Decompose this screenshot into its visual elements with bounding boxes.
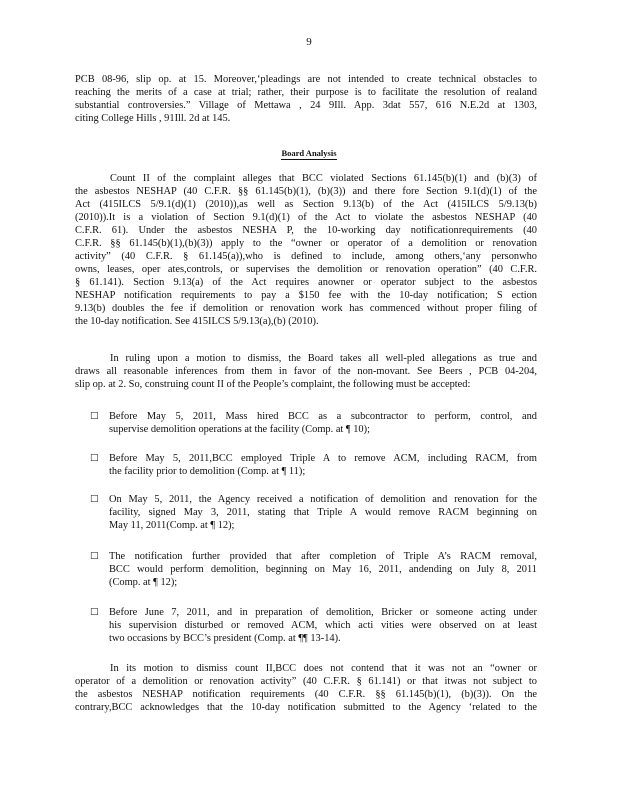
text-line: On May 5, 2011, the Agency received a notification of demolition and renovation for the bbox=[109, 494, 537, 505]
text-line: In its motion to dismiss count II,BCC does not contend that it was not an “owner or bbox=[110, 663, 537, 674]
text-line: PCB 08-96, slip op. at 15. Moreover,‘pleadings are not intended to create technical obstacles to bbox=[75, 74, 537, 85]
text-line: § 61.141). Section 9.13(a) of the Act requires anowner or operator subject to the asbestos bbox=[75, 277, 537, 288]
text-line: Before June 7, 2011, and in preparation of demolition, Bricker or someone acting under bbox=[109, 607, 537, 618]
text-line: BCC would perform demolition, beginning on May 16, 2011, andending on July 8, 2011 bbox=[109, 564, 537, 575]
text-line: In ruling upon a motion to dismiss, the Board takes all well-pled allegations as true and bbox=[110, 353, 537, 364]
text-line: (Comp. at ¶ 12); bbox=[109, 577, 178, 588]
text-line: Count II of the complaint alleges that BCC violated Sections 61.145(b)(1) and (b)(3) of bbox=[110, 173, 537, 184]
text-line: owns, leases, oper ates,controls, or supervises the demolition or renovation operation” (40 C.F.R. bbox=[75, 264, 537, 275]
text-line: supervise demolition operations at the facility (Comp. at ¶ 10); bbox=[109, 424, 370, 435]
text-line: 9.13(b) doubles the fee if demolition or renovation work has commenced without proper filing of bbox=[75, 303, 537, 314]
text-line: The notification further provided that after completion of Triple A’s RACM removal, bbox=[109, 551, 537, 562]
checkbox-bullet-icon: □ bbox=[90, 494, 99, 504]
text-line: draws all reasonable inferences from them in favor of the non-movant. See Beers , PCB 04-204, bbox=[75, 366, 537, 377]
text-line: Before May 5, 2011, Mass hired BCC as a subcontractor to perform, control, and bbox=[109, 411, 537, 422]
text-line: operator of a demolition or renovation activity” (40 C.F.R. § 61.141) or that itwas not subject to bbox=[75, 676, 537, 687]
text-line: two occasions by BCC’s president (Comp. at ¶¶ 13-14). bbox=[109, 633, 341, 644]
checkbox-bullet-icon: □ bbox=[90, 453, 99, 463]
section-heading bbox=[0, 147, 618, 160]
ruling-paragraph bbox=[75, 352, 537, 391]
text-line: the asbestos NESHAP notification requirements (40 C.F.R. §§ 61.145(b)(1), (b)(3)). On the bbox=[75, 689, 537, 700]
text-line: citing College Hills , 91Ill. 2d at 145. bbox=[75, 113, 231, 124]
text-line: Before May 5, 2011,BCC employed Triple A to remove ACM, including RACM, from bbox=[109, 453, 537, 464]
text-line: facility, signed May 3, 2011, stating that Triple A would remove RACM beginning on bbox=[109, 507, 537, 518]
count-two-paragraph bbox=[75, 172, 537, 328]
text-line: C.F.R. 61). Under the asbestos NESHA P, the 10-working day notificationrequirements (40 bbox=[75, 225, 537, 236]
motion-paragraph bbox=[75, 662, 537, 714]
section-heading-text: Board Analysis bbox=[281, 148, 337, 158]
text-line: May 11, 2011(Comp. at ¶ 12); bbox=[109, 520, 235, 531]
text-line: contrary,BCC acknowledges that the 10-day notification submitted to the Agency ‘related to the bbox=[75, 702, 537, 713]
checkbox-bullet-icon: □ bbox=[90, 551, 99, 561]
page-number: 9 bbox=[306, 36, 312, 48]
intro-paragraph bbox=[75, 73, 537, 125]
text-line: his supervision disturbed or removed ACM, which acti vities were observed on at least bbox=[109, 620, 537, 631]
text-line: NESHAP notification requirements to pay a $150 fee with the 10-day notification; S ection bbox=[75, 290, 537, 301]
text-line: C.F.R. §§ 61.145(b)(1),(b)(3)) apply to the “owner or operator of a demolition or renovation bbox=[75, 238, 537, 249]
text-line: activity” (40 C.F.R. § 61.145(a)),who is defined to include, among others,‘any personwho bbox=[75, 251, 537, 262]
text-line: slip op. at 2. So, construing count II of the People’s complaint, the following must be accepted: bbox=[75, 379, 471, 390]
checkbox-bullet-icon: □ bbox=[90, 607, 99, 617]
text-line: (2010)).It is a violation of Section 9.1(d)(1) of the Act to violate the asbestos NESHAP (40 bbox=[75, 212, 537, 223]
text-line: substantial controversies.” Village of Mettawa , 24 9Ill. App. 3dat 557, 616 N.E.2d at 1303, bbox=[75, 100, 537, 111]
text-line: Act (415ILCS 5/9.1(d)(1) (2010)),as well as Section 9.13(b) of the Act (415ILCS 5/9.13(b) bbox=[75, 199, 537, 210]
text-line: the asbestos NESHAP (40 C.F.R. §§ 61.145(b)(1), (b)(3)) and there fore Section 9.1(d)(1) of the bbox=[75, 186, 537, 197]
text-line: reaching the merits of a case at trial; rather, their purpose is to facilitate the resolution of realand bbox=[75, 87, 537, 98]
text-line: the facility prior to demolition (Comp. at ¶ 11); bbox=[109, 466, 306, 477]
checkbox-bullet-icon: □ bbox=[90, 411, 99, 421]
text-line: the 10-day notification. See 415ILCS 5/9.13(a),(b) (2010). bbox=[75, 316, 319, 327]
